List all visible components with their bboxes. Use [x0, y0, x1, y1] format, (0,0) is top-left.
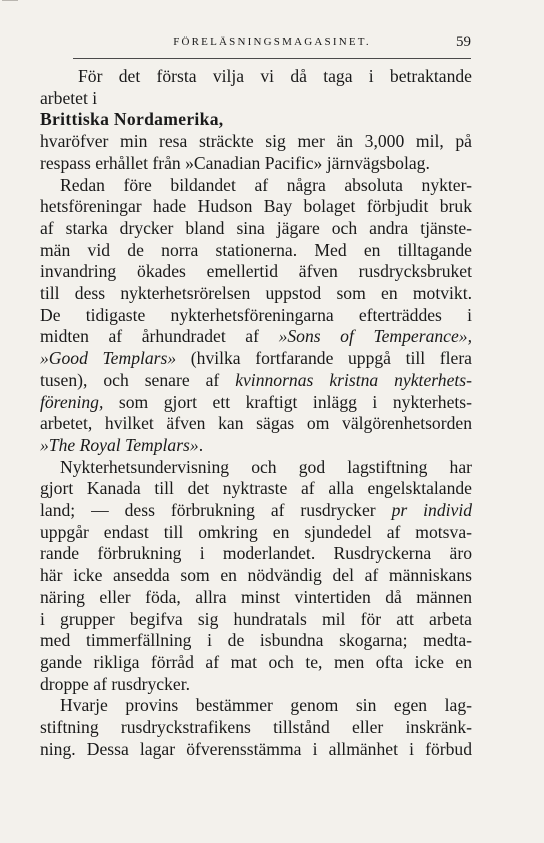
paragraph-4 [40, 457, 472, 696]
text-line: gande rikliga förråd af mat och te, men ofta icke en [40, 651, 472, 672]
text-line: droppe af rusdrycker. [40, 673, 190, 694]
running-title: FÖRELÄSNINGSMAGASINET. [173, 36, 371, 48]
text-line: arbetet i [40, 87, 98, 108]
text-line: med timmerfällning i de isbundna skogarna; medta- [40, 630, 472, 651]
italic-run: »Good Templars» [40, 348, 177, 369]
text-line: i grupper begifva sig hundratals mil för att arbeta [40, 608, 472, 629]
paragraph-5 [40, 695, 472, 760]
text-line [40, 392, 472, 414]
text-line: invandring ökades emellertid äfven rusdrycksbruket [40, 261, 472, 282]
text-line [40, 435, 472, 457]
page-number: 59 [456, 34, 471, 50]
text-run: (hvilka fortfarande uppgå till flera [176, 348, 472, 369]
italic-run: »The Royal Templars» [40, 434, 199, 455]
text-line [40, 326, 472, 348]
italic-run: kvinnornas kristna nykterhets- [235, 369, 472, 390]
header-rule [73, 58, 471, 59]
italic-run: pr individ [391, 500, 473, 521]
text-line [40, 500, 472, 522]
text-line: här icke ansedda som en nödvändig del af människans [40, 565, 472, 586]
text-line: stiftning rusdryckstrafikens tillstånd eller inskränk- [40, 717, 472, 738]
text-run: tusen), och senare af [40, 369, 236, 390]
paragraph-1-cont [40, 88, 472, 110]
italic-run: »Sons of Temperance», [278, 326, 472, 347]
text-line: gjort Kanada till det nyktraste af alla engelsktalande [40, 478, 472, 499]
text-line: till dess nykterhetsrörelsen uppstod som en motvikt. [40, 283, 472, 304]
paragraph-2 [40, 131, 472, 174]
text-run: som gjort ett kraftigt inlägg i nykterhets- [103, 391, 472, 412]
text-line: För det första vilja vi då taga i betraktande [78, 66, 472, 86]
corner-mark [2, 0, 18, 1]
text-line [40, 348, 472, 370]
text-line: arbetet, hvilket äfven kan sägas om välgörenhetsorden [40, 413, 472, 434]
italic-run: förening, [40, 391, 104, 412]
text-line: rande förbrukning i moderlandet. Rusdryckerna äro [40, 543, 472, 564]
text-line: Hvarje provins bestämmer genom sin egen lag- [60, 695, 472, 716]
body-text [40, 66, 472, 761]
text-run: . [198, 434, 204, 455]
text-line: män vid de norra stationerna. Med en tilltagande [40, 239, 472, 260]
text-line: näring eller föda, allra minst vintertiden då männen [40, 586, 472, 607]
text-line [40, 370, 472, 392]
text-line: Nykterhetsundervisning och god lagstiftning har [60, 456, 472, 477]
text-line: uppgår endast till omkring en sjundedel af motsva- [40, 521, 472, 542]
text-line: af starka drycker bland sina jägare och andra tjänste- [40, 217, 472, 238]
text-line: Redan före bildandet af några absoluta nykter- [60, 174, 472, 195]
paragraph-3 [40, 175, 472, 457]
text-run: midten af århundradet af [40, 326, 279, 347]
running-head [0, 34, 544, 54]
section-heading: Brittiska Nordamerika, [40, 109, 224, 130]
text-run: land; — dess förbrukning af rusdrycker [40, 500, 392, 521]
text-line: ning. Dessa lagar öfverensstämma i allmänhet i förbud [40, 738, 472, 759]
text-line: hvaröfver min resa sträckte sig mer än 3,000 mil, på [40, 131, 472, 152]
paragraph-1 [40, 66, 472, 88]
text-line: respass erhållet från »Canadian Pacific» järnvägsbolag. [40, 152, 430, 173]
text-line: hetsföreningar hade Hudson Bay bolaget förbjudit bruk [40, 196, 472, 217]
text-line: De tidigaste nykterhetsföreningarna efterträddes i [40, 304, 472, 325]
